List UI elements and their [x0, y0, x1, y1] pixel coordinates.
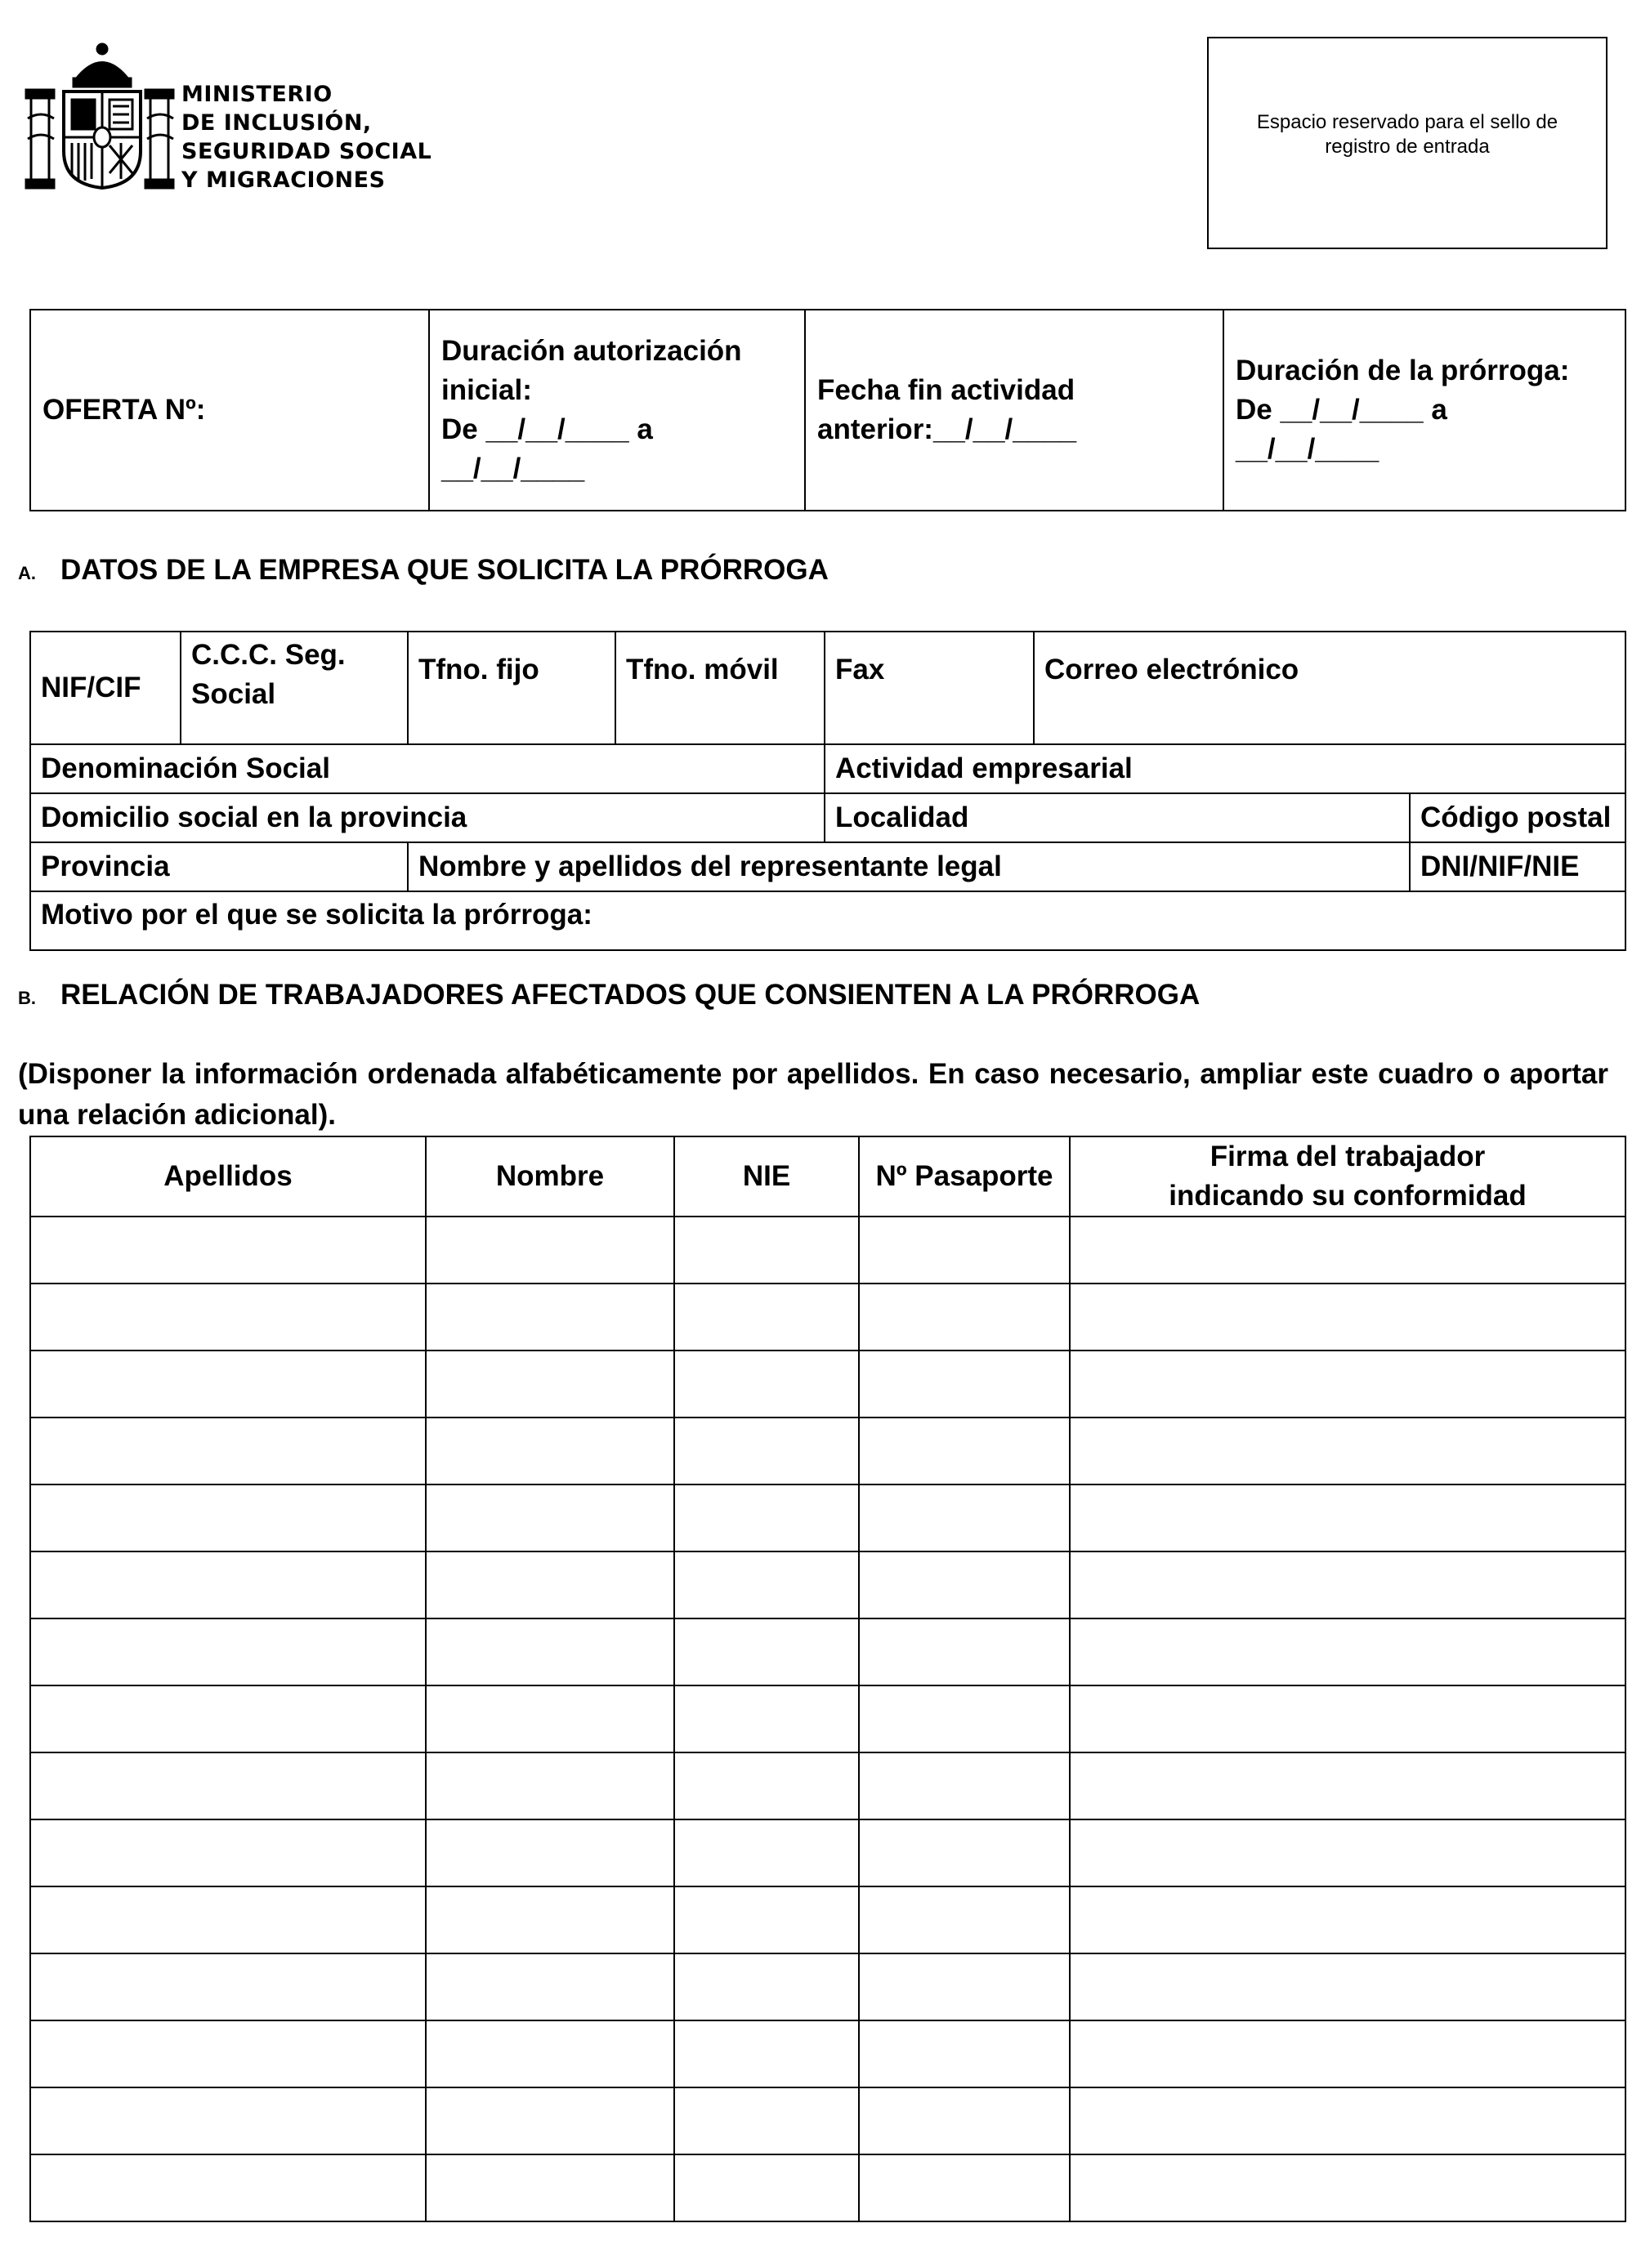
pasaporte-cell[interactable] — [859, 1217, 1070, 1284]
motivo-field[interactable] — [30, 891, 1625, 950]
nombre-cell[interactable] — [426, 1953, 674, 2020]
ministry-line: DE INCLUSIÓN, — [181, 110, 372, 136]
section-b-note: (Disponer la información ordenada alfabéticamente por apellidos. En caso necesario, ampliar este cuadro o aportar una relación adicional). — [18, 1058, 1608, 1131]
nombre-cell[interactable] — [426, 1886, 674, 1953]
ccc-label-line: C.C.C. Seg. — [191, 639, 346, 671]
section-a-title — [18, 554, 829, 587]
duracion-inicial-line: De __/__/____ a — [441, 413, 653, 445]
nombre-cell[interactable] — [426, 2020, 674, 2087]
stamp-text: Espacio reservado para el sello de registro de entrada — [1256, 111, 1558, 158]
nombre-cell[interactable] — [426, 1685, 674, 1752]
nombre-cell[interactable] — [426, 2154, 674, 2221]
duracion-inicial-line: inicial: — [441, 374, 532, 406]
nie-cell[interactable] — [674, 2087, 859, 2154]
nie-cell[interactable] — [674, 1418, 859, 1484]
ccc-label-line: Social — [191, 678, 276, 710]
pasaporte-cell[interactable] — [859, 1685, 1070, 1752]
provincia-label: Provincia — [41, 850, 170, 882]
correo-label: Correo electrónico — [1044, 654, 1299, 685]
table-row — [30, 1284, 1625, 1351]
ministry-line: MINISTERIO — [181, 82, 333, 107]
firma-cell[interactable] — [1070, 1752, 1625, 1819]
tfno-movil-label: Tfno. móvil — [626, 654, 779, 685]
dni-label: DNI/NIF/NIE — [1420, 850, 1580, 882]
nombre-cell[interactable] — [426, 2087, 674, 2154]
firma-cell[interactable] — [1070, 2020, 1625, 2087]
nie-cell[interactable] — [674, 1886, 859, 1953]
apellidos-cell[interactable] — [30, 1953, 426, 2020]
firma-cell[interactable] — [1070, 1418, 1625, 1484]
duracion-inicial-line: __/__/____ — [441, 453, 585, 484]
table-row — [30, 1953, 1625, 2020]
col-header-nombre: Nombre — [426, 1136, 674, 1217]
ministry-line: Y MIGRACIONES — [181, 167, 386, 193]
tfno-fijo-field[interactable] — [408, 632, 615, 744]
pasaporte-cell[interactable] — [859, 1886, 1070, 1953]
pasaporte-cell[interactable] — [859, 1551, 1070, 1618]
section-a-title-text: DATOS DE LA EMPRESA QUE SOLICITA LA PRÓRROGA — [60, 554, 829, 586]
pasaporte-cell[interactable] — [859, 1618, 1070, 1685]
representante-field[interactable] — [408, 842, 1410, 891]
domicilio-label: Domicilio social en la provincia — [41, 801, 467, 833]
nombre-cell[interactable] — [426, 1819, 674, 1886]
apellidos-cell[interactable] — [30, 1284, 426, 1351]
section-a-letter: A. — [18, 563, 36, 583]
nombre-cell[interactable] — [426, 1284, 674, 1351]
nie-cell[interactable] — [674, 1953, 859, 2020]
table-row — [30, 1819, 1625, 1886]
pasaporte-cell[interactable] — [859, 1752, 1070, 1819]
nie-cell[interactable] — [674, 1618, 859, 1685]
workers-table — [29, 1136, 1626, 2222]
pasaporte-cell[interactable] — [859, 1418, 1070, 1484]
firma-cell[interactable] — [1070, 1618, 1625, 1685]
table-row — [30, 1886, 1625, 1953]
section-b-letter: B. — [18, 988, 36, 1008]
offer-table — [29, 309, 1626, 511]
nif-cif-label: NIF/CIF — [41, 672, 141, 703]
duracion-inicial-line: Duración autorización — [441, 335, 742, 367]
provincia-field[interactable] — [30, 842, 408, 891]
fecha-fin-line: anterior:__/__/____ — [817, 413, 1077, 445]
firma-cell[interactable] — [1070, 1819, 1625, 1886]
company-table — [29, 631, 1626, 951]
fax-field[interactable] — [825, 632, 1034, 744]
ministry-name — [181, 80, 432, 194]
firma-cell[interactable] — [1070, 1351, 1625, 1418]
table-row — [30, 1418, 1625, 1484]
firma-cell[interactable] — [1070, 1886, 1625, 1953]
apellidos-cell[interactable] — [30, 1351, 426, 1418]
table-row — [30, 1484, 1625, 1551]
codigo-postal-label: Código postal — [1420, 801, 1612, 833]
apellidos-cell[interactable] — [30, 1685, 426, 1752]
pasaporte-cell[interactable] — [859, 2087, 1070, 2154]
apellidos-cell[interactable] — [30, 1418, 426, 1484]
col-header-nie: NIE — [674, 1136, 859, 1217]
nie-cell[interactable] — [674, 1819, 859, 1886]
codigo-postal-field[interactable] — [1410, 793, 1625, 842]
actividad-field[interactable] — [825, 744, 1625, 793]
nombre-cell[interactable] — [426, 1351, 674, 1418]
firma-cell[interactable] — [1070, 1551, 1625, 1618]
firma-cell[interactable] — [1070, 1284, 1625, 1351]
denominacion-label: Denominación Social — [41, 752, 330, 784]
apellidos-cell[interactable] — [30, 1551, 426, 1618]
oferta-label: OFERTA Nº: — [42, 394, 206, 426]
nombre-cell[interactable] — [426, 1618, 674, 1685]
firma-cell[interactable] — [1070, 1484, 1625, 1551]
table-row — [30, 2154, 1625, 2221]
apellidos-cell[interactable] — [30, 2087, 426, 2154]
firma-cell[interactable] — [1070, 2154, 1625, 2221]
table-row — [30, 1685, 1625, 1752]
pasaporte-cell[interactable] — [859, 1484, 1070, 1551]
pasaporte-cell[interactable] — [859, 1351, 1070, 1418]
fax-label: Fax — [835, 654, 885, 685]
col-header-firma-line: indicando su conformidad — [1169, 1180, 1527, 1212]
fecha-fin-line: Fecha fin actividad — [817, 374, 1075, 406]
nie-cell[interactable] — [674, 1284, 859, 1351]
pasaporte-cell[interactable] — [859, 1953, 1070, 2020]
nie-cell[interactable] — [674, 1551, 859, 1618]
firma-cell[interactable] — [1070, 2087, 1625, 2154]
ccc-field[interactable] — [181, 632, 408, 744]
nie-cell[interactable] — [674, 1752, 859, 1819]
nif-cif-field[interactable] — [30, 632, 181, 744]
apellidos-cell[interactable] — [30, 2154, 426, 2221]
section-b-title — [18, 979, 1200, 1011]
nombre-cell[interactable] — [426, 1217, 674, 1284]
table-row — [30, 1351, 1625, 1418]
col-header-firma-line: Firma del trabajador — [1210, 1141, 1486, 1172]
pasaporte-cell[interactable] — [859, 2020, 1070, 2087]
col-header-pasaporte: Nº Pasaporte — [859, 1136, 1070, 1217]
apellidos-cell[interactable] — [30, 1484, 426, 1551]
tfno-movil-field[interactable] — [615, 632, 825, 744]
section-b-title-text: RELACIÓN DE TRABAJADORES AFECTADOS QUE CONSIENTEN A LA PRÓRROGA — [60, 979, 1201, 1011]
pasaporte-cell[interactable] — [859, 1284, 1070, 1351]
col-header-apellidos: Apellidos — [30, 1136, 426, 1217]
apellidos-cell[interactable] — [30, 1886, 426, 1953]
duracion-prorroga-line: __/__/____ — [1236, 433, 1379, 465]
oferta-field[interactable] — [30, 310, 429, 511]
workers-body — [30, 1217, 1625, 2221]
nie-cell[interactable] — [674, 1685, 859, 1752]
apellidos-cell[interactable] — [30, 1752, 426, 1819]
col-header-firma — [1070, 1136, 1625, 1217]
firma-cell[interactable] — [1070, 1217, 1625, 1284]
table-row — [30, 1551, 1625, 1618]
table-row — [30, 2020, 1625, 2087]
pasaporte-cell[interactable] — [859, 2154, 1070, 2221]
representante-label: Nombre y apellidos del representante legal — [418, 850, 1002, 882]
duracion-inicial-field[interactable] — [429, 310, 805, 511]
table-row — [30, 1618, 1625, 1685]
apellidos-cell[interactable] — [30, 1217, 426, 1284]
duracion-prorroga-line: De __/__/____ a — [1236, 394, 1447, 426]
localidad-field[interactable] — [825, 793, 1410, 842]
coat-of-arms-icon — [25, 41, 180, 192]
apellidos-cell[interactable] — [30, 2020, 426, 2087]
nie-cell[interactable] — [674, 1484, 859, 1551]
apellidos-cell[interactable] — [30, 1819, 426, 1886]
duracion-prorroga-field[interactable] — [1223, 310, 1625, 511]
ministry-line: SEGURIDAD SOCIAL — [181, 139, 432, 164]
table-row — [30, 2087, 1625, 2154]
duracion-prorroga-line: Duración de la prórroga: — [1236, 355, 1570, 386]
motivo-label: Motivo por el que se solicita la prórroga: — [41, 899, 592, 931]
correo-field[interactable] — [1034, 632, 1625, 744]
nie-cell[interactable] — [674, 2154, 859, 2221]
firma-cell[interactable] — [1070, 1685, 1625, 1752]
actividad-label: Actividad empresarial — [835, 752, 1133, 784]
nombre-cell[interactable] — [426, 1551, 674, 1618]
apellidos-cell[interactable] — [30, 1618, 426, 1685]
nie-cell[interactable] — [674, 1351, 859, 1418]
nombre-cell[interactable] — [426, 1484, 674, 1551]
denominacion-field[interactable] — [30, 744, 825, 793]
dni-field[interactable] — [1410, 842, 1625, 891]
table-row — [30, 1217, 1625, 1284]
nie-cell[interactable] — [674, 1217, 859, 1284]
nombre-cell[interactable] — [426, 1752, 674, 1819]
pasaporte-cell[interactable] — [859, 1819, 1070, 1886]
stamp-box — [1207, 37, 1608, 249]
localidad-label: Localidad — [835, 801, 969, 833]
tfno-fijo-label: Tfno. fijo — [418, 654, 539, 685]
domicilio-field[interactable] — [30, 793, 825, 842]
firma-cell[interactable] — [1070, 1953, 1625, 2020]
nombre-cell[interactable] — [426, 1418, 674, 1484]
nie-cell[interactable] — [674, 2020, 859, 2087]
table-row — [30, 1752, 1625, 1819]
fecha-fin-field[interactable] — [805, 310, 1223, 511]
